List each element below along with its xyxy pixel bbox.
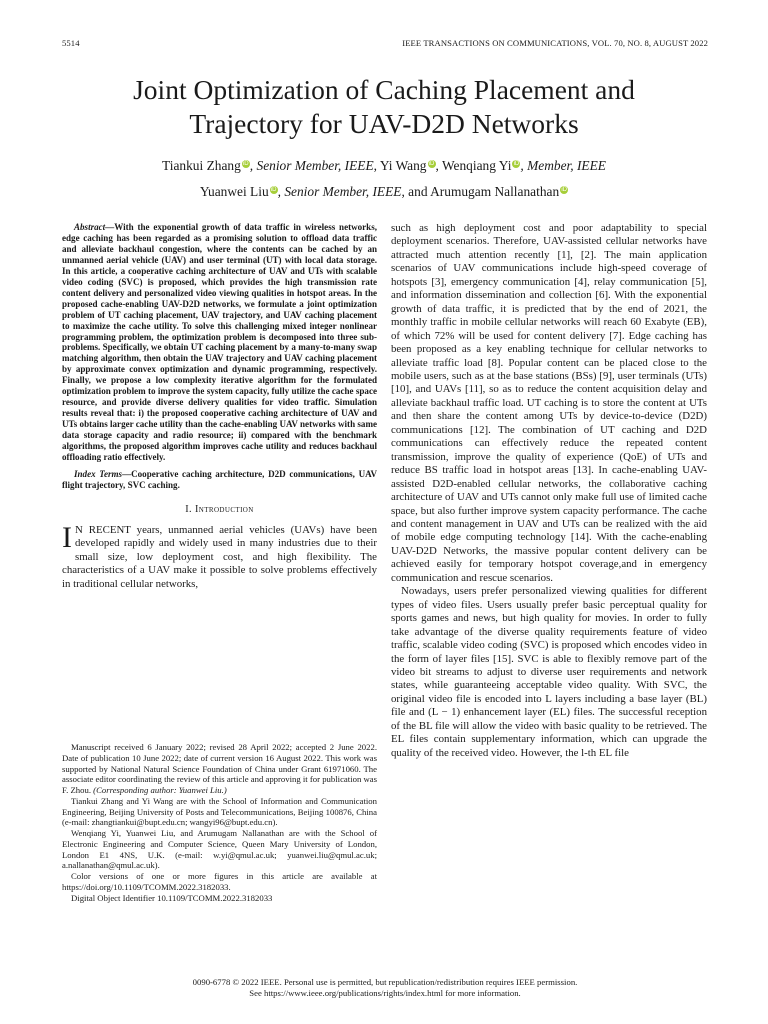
page-number: 5514 <box>62 38 80 48</box>
orcid-icon[interactable]: iD <box>561 187 567 193</box>
index-terms-label: Index Terms <box>74 468 123 479</box>
section-numeral: I. <box>185 503 193 515</box>
right-column <box>391 222 707 760</box>
paper-title <box>60 73 708 141</box>
footnote-manuscript <box>62 742 377 796</box>
author-role: , Senior Member, IEEE <box>249 158 374 173</box>
copyright-line-2: See https://www.ieee.org/publications/rights/index.html for more information. <box>249 987 521 998</box>
footnotes <box>62 742 377 903</box>
footnote-color-figures: Color versions of one or more figures in this article are available at https://doi.org/10.1109/TCOMM.2022.3182033. <box>62 871 377 892</box>
author-line-1 <box>60 153 708 179</box>
copyright-line-1: 0090-6778 © 2022 IEEE. Personal use is permitted, but republication/redistribution requires IEEE permission. <box>192 977 578 987</box>
abstract <box>62 222 377 463</box>
orcid-icon[interactable]: iD <box>242 161 249 167</box>
intro-lead: N RECENT <box>75 523 131 536</box>
title-line-1: Joint Optimization of Caching Placement and <box>133 74 635 105</box>
intro-paragraph <box>62 520 377 591</box>
footnote-affiliation-1: Tiankui Zhang and Yi Wang are with the School of Information and Communication Engineering, Beijing University of Posts and Telecommunications, Beijing 100876, China (e-mail: zhangtiankui@bupt.edu.cn; wangyi96@bupt.edu.cn). <box>62 795 377 828</box>
author-name: , Wenqiang Yi <box>435 158 512 173</box>
body-paragraph: Nowadays, users prefer personalized viewing qualities for different types of video files. Users usually prefer basic perceptual quality for sports games and news, but high quality for movies. In order to fully take advantage of the diverse quality requirements feature of video traffic, scalable video coding (SVC) is proposed which encodes video in the form of layer files [15]. SVC is able to flexibly remove part of the video bit streams to adjust to diverse user requirements and network states, while guaranteeing acceptable video quality. With SVC, the original video file is encoded into L layers including a base layer (BL) file and (L − 1) enhancement layer (EL) files. The successful reception of the BL file will allow the video with basic quality to be retrieved. The EL files contain supplementary information, which can upgrade the quality of the received video. However, the l-th EL file <box>391 585 707 759</box>
title-line-2: Trajectory for UAV-D2D Networks <box>189 108 579 139</box>
corresponding-author: (Corresponding author: Yuanwei Liu.) <box>93 785 227 795</box>
left-column <box>62 222 377 591</box>
section-title: Introduction <box>194 503 254 515</box>
author-name: Yuanwei Liu <box>199 184 269 199</box>
author-role: , Senior Member, IEEE <box>277 184 402 199</box>
footnote-doi: Digital Object Identifier 10.1109/TCOMM.2022.3182033 <box>71 892 273 903</box>
author-role: , Member, IEEE <box>520 158 606 173</box>
section-heading <box>62 504 377 515</box>
author-name: , and Arumugam Nallanathan <box>401 184 560 199</box>
abstract-text: —With the exponential growth of data traffic in wireless networks, edge caching has been regarded as a promising solution to offload data traffic and alleviate backhaul congestion, where the contents can be cached by an unmanned aerial vehicle (UAV) and user terminal (UT) with local data storage. In this article, a cooperative caching architecture of UAV and UTs with scalable video coding (SVC) is proposed, which provides the high transmission rate content delivery and personalized video viewing qualities in hotspot areas. In the proposed cache-enabling UAV-D2D networks, we formulate a joint optimization problem of UT caching placement, UAV trajectory, and UAV caching placement to maximize the cache utility. To solve this challenging mixed integer nonlinear programming problem, the optimization problem is decomposed into three sub-problems. Specifically, we obtain UT caching placement by a many-to-many swap matching algorithm, then obtain the UAV trajectory and UAV caching placement by approximate convex optimization and dynamic programming, respectively. Finally, we propose a low complexity iterative algorithm for the formulated optimization problem to improve the system capacity, fully utilize the cache space resource, and provide diverse delivery qualities for video traffic. Simulation results reveal that: i) the proposed cooperative caching architecture of UAV and UTs obtains larger cache utility than the cache-enabling UAV networks with same data storage capacity and radio resource; ii) compared with the benchmark algorithms, the proposed algorithm improves cache utility and reduces backhaul offloading ratio effectively. <box>62 222 377 463</box>
orcid-icon[interactable]: iD <box>513 161 520 167</box>
author-name: Tiankui Zhang <box>162 158 241 173</box>
footnote-text: Manuscript received 6 January 2022; revised 28 April 2022; accepted 2 June 2022. Date of publication 10 June 2022; date of current version 16 August 2022. This work was supported by National Natural Science Foundation of China under Grant 61971060. The associate editor coordinating the review of this article and approving it for publication was F. Zhou. <box>62 742 377 795</box>
orcid-icon[interactable]: iD <box>270 187 277 193</box>
drop-cap: I <box>62 520 72 554</box>
orcid-icon[interactable]: iD <box>428 161 435 167</box>
author-name: , Yi Wang <box>373 158 427 173</box>
index-terms <box>62 469 377 491</box>
abstract-label: Abstract <box>74 222 106 232</box>
intro-text: years, unmanned aerial vehicles (UAVs) have been developed rapidly and widely used in many industries due to their small size, low deployment cost, and high flexibility. The characteristics of a UAV make it possible to solve problems effectively in traditional cellular networks, <box>62 523 377 590</box>
author-line-2 <box>60 179 708 205</box>
footnote-affiliation-2: Wenqiang Yi, Yuanwei Liu, and Arumugam Nallanathan are with the School of Electronic Engineering and Computer Science, Queen Mary University of London, London E1 4NS, U.K. (e-mail: w.yi@qmul.ac.uk; yuanwei.liu@qmul.ac.uk; a.nallanathan@qmul.ac.uk). <box>62 828 377 871</box>
journal-name: IEEE TRANSACTIONS ON COMMUNICATIONS, VOL. 70, NO. 8, AUGUST 2022 <box>402 38 708 48</box>
index-terms-text: —Cooperative caching architecture, D2D communications, UAV flight trajectory, SVC caching. <box>62 468 377 490</box>
author-list <box>60 153 708 205</box>
body-paragraph: such as high deployment cost and poor adaptability to special deployment scenarios. Therefore, UAV-assisted cellular networks have attracted much attention recently [1], [2]. The main application scenarios of UAV communications include high-speed coverage of hotspots [3], emergency communication [4], relay communication [5], and information dissemination and collection [6]. With the exponential growth of data traffic, it is predicted that by the end of 2021, the monthly traffic in mobile cellular networks will reach 60 Exabyte (EB), of which 72% will be used for content delivery [7]. Edge caching has been proposed as a key enabling technique for cellular networks to alleviate traffic load [8]. Popular content can be placed close to the mobile users, such as at the base stations (BSs) [9], user terminals (UTs) [10], and UAVs [11], so as to reduce the content acquisition delay and alleviate backhaul traffic load. UT caching is to store the content at UTs and then share the content among UTs by device-to-device (D2D) communications [12]. The combination of UT caching and D2D communications can effectively reduce the repeated content transmission, improve the quality of experience (QoE) of UTs and reduce BS traffic load in hotspot areas [13]. In cache-enabling UAV-assisted D2D-enabled cellular networks, the collaborative caching architecture of UAV and UTs cannot only make full use of limited cache space, but also further improve system capacity performance. The cache and content management in UAV and UTs can be realized with the aid of mobile edge computing technology [14]. With the cache-enabling UAV-D2D Networks, the massive popular content delivery can be achieved easily for temporary hotspot coverage,and in emergency communication and rescue scenarios. <box>391 222 707 584</box>
copyright-notice <box>62 977 708 999</box>
